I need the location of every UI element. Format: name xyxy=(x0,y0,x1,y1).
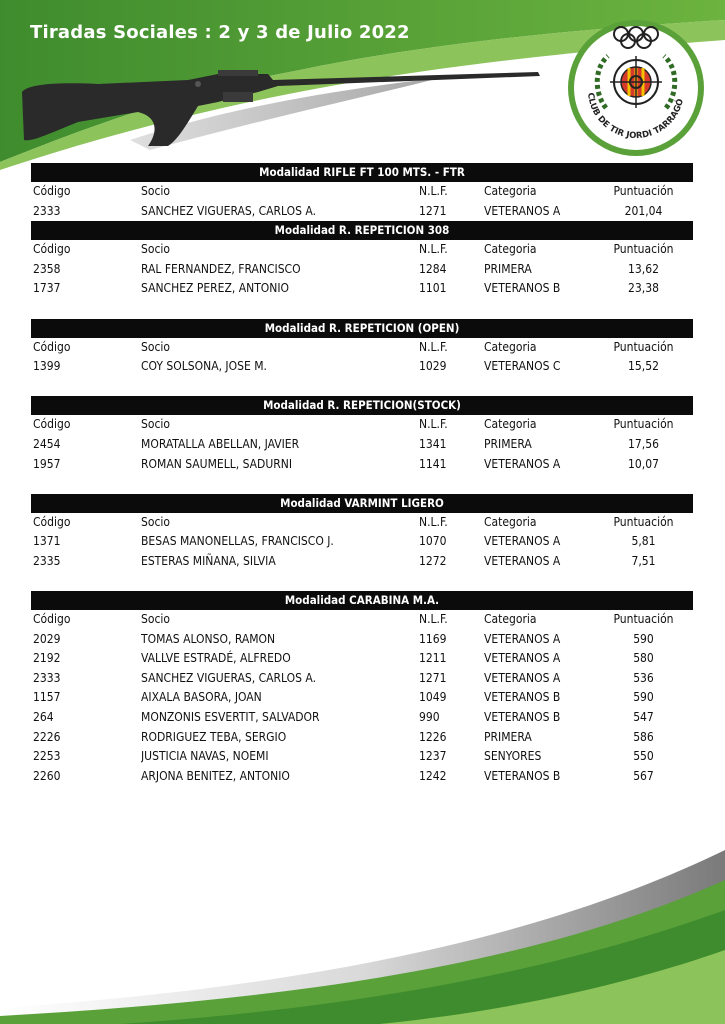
table-row xyxy=(31,552,693,572)
section xyxy=(31,319,693,397)
column-header-socio: Socio xyxy=(141,339,170,354)
section xyxy=(31,591,693,786)
cell-codigo: 264 xyxy=(33,710,54,725)
section xyxy=(31,396,693,493)
cell-codigo: 2335 xyxy=(33,553,61,568)
cell-socio: SANCHEZ VIGUERAS, CARLOS A. xyxy=(141,670,316,685)
cell-codigo: 2333 xyxy=(33,670,61,685)
column-header-nlf: N.L.F. xyxy=(419,184,448,198)
table-row xyxy=(31,630,693,650)
column-header-nlf: N.L.F. xyxy=(419,612,448,627)
section-spacer xyxy=(31,474,693,494)
cell-codigo: 2333 xyxy=(33,203,61,218)
cell-puntuacion: 590 xyxy=(633,631,654,646)
cell-socio: SANCHEZ PEREZ, ANTONIO xyxy=(141,281,290,296)
cell-socio: MORATALLA ABELLAN, JAVIER xyxy=(141,436,300,451)
cell-nlf: 1237 xyxy=(419,749,447,764)
column-header-nlf: N.L.F. xyxy=(419,339,448,354)
cell-nlf: 1211 xyxy=(419,651,447,666)
footer-background xyxy=(0,840,725,1024)
cell-categoria: VETERANOS A xyxy=(484,670,561,685)
table-row xyxy=(31,747,693,767)
column-header-row xyxy=(31,240,693,260)
column-header-codigo: Código xyxy=(33,184,71,198)
table-row xyxy=(31,728,693,748)
column-header-nlf: N.L.F. xyxy=(419,242,448,257)
column-header-codigo: Código xyxy=(33,417,71,432)
cell-puntuacion: 17,56 xyxy=(628,436,659,451)
column-header-socio: Socio xyxy=(141,514,170,529)
section-spacer xyxy=(31,299,693,319)
cell-nlf: 1271 xyxy=(419,203,447,218)
cell-categoria: VETERANOS A xyxy=(484,203,561,218)
cell-socio: AIXALA BASORA, JOAN xyxy=(141,690,262,705)
cell-categoria: PRIMERA xyxy=(484,729,532,744)
column-header-codigo: Código xyxy=(33,612,71,627)
column-header-row xyxy=(31,415,693,435)
cell-nlf: 1341 xyxy=(419,436,447,451)
cell-puntuacion: 586 xyxy=(633,729,654,744)
column-header-socio: Socio xyxy=(141,184,170,198)
cell-socio: TOMAS ALONSO, RAMON xyxy=(141,631,276,646)
column-header-categoria: Categoria xyxy=(484,514,537,529)
column-header-puntuacion: Puntuación xyxy=(613,242,674,257)
cell-nlf: 1242 xyxy=(419,768,447,783)
cell-codigo: 2358 xyxy=(33,261,61,276)
cell-puntuacion: 7,51 xyxy=(631,553,656,568)
cell-codigo: 1399 xyxy=(33,359,61,374)
column-header-row xyxy=(31,338,693,358)
cell-puntuacion: 5,81 xyxy=(631,534,656,549)
cell-puntuacion: 10,07 xyxy=(628,456,659,471)
cell-socio: VALLVE ESTRADÉ, ALFREDO xyxy=(141,651,291,666)
column-header-categoria: Categoria xyxy=(484,184,537,198)
cell-categoria: VETERANOS A xyxy=(484,534,561,549)
table-row xyxy=(31,357,693,377)
column-header-puntuacion: Puntuación xyxy=(613,339,674,354)
cell-puntuacion: 201,04 xyxy=(624,203,663,218)
table-row xyxy=(31,688,693,708)
section-spacer xyxy=(31,377,693,397)
cell-codigo: 2454 xyxy=(33,436,61,451)
table-row xyxy=(31,669,693,689)
cell-socio: COY SOLSONA, JOSE M. xyxy=(141,359,267,374)
column-header-socio: Socio xyxy=(141,242,170,257)
table-row xyxy=(31,260,693,280)
cell-nlf: 1141 xyxy=(419,456,447,471)
cell-nlf: 1272 xyxy=(419,553,447,568)
column-header-puntuacion: Puntuación xyxy=(613,612,674,627)
column-header-categoria: Categoria xyxy=(484,612,537,627)
cell-puntuacion: 547 xyxy=(633,710,654,725)
section-title: Modalidad RIFLE FT 100 MTS. - FTR xyxy=(31,163,693,182)
table-row xyxy=(31,532,693,552)
rifle-image xyxy=(18,62,543,152)
cell-categoria: PRIMERA xyxy=(484,436,532,451)
cell-codigo: 2253 xyxy=(33,749,61,764)
section xyxy=(31,221,693,318)
cell-socio: RODRIGUEZ TEBA, SERGIO xyxy=(141,729,287,744)
section-title: Modalidad R. REPETICION(STOCK) xyxy=(31,396,693,415)
cell-codigo: 1371 xyxy=(33,534,61,549)
cell-codigo: 1957 xyxy=(33,456,61,471)
column-header-codigo: Código xyxy=(33,514,71,529)
column-header-categoria: Categoria xyxy=(484,417,537,432)
column-header-codigo: Código xyxy=(33,339,71,354)
cell-codigo: 2192 xyxy=(33,651,61,666)
column-header-nlf: N.L.F. xyxy=(419,514,448,529)
logo-text: CLUB DE TIR JORDI TARRAGÓ xyxy=(585,92,687,142)
cell-socio: SANCHEZ VIGUERAS, CARLOS A. xyxy=(141,203,316,218)
column-header-row xyxy=(31,513,693,533)
page-title: Tiradas Sociales : 2 y 3 de Julio 2022 xyxy=(30,22,410,43)
cell-puntuacion: 13,62 xyxy=(628,261,659,276)
cell-puntuacion: 15,52 xyxy=(628,359,659,374)
cell-nlf: 1049 xyxy=(419,690,447,705)
cell-nlf: 1169 xyxy=(419,631,447,646)
cell-nlf: 1029 xyxy=(419,359,447,374)
section xyxy=(31,494,693,591)
column-header-puntuacion: Puntuación xyxy=(613,417,674,432)
column-header-categoria: Categoria xyxy=(484,339,537,354)
cell-categoria: VETERANOS A xyxy=(484,651,561,666)
cell-puntuacion: 23,38 xyxy=(628,281,659,296)
cell-categoria: VETERANOS B xyxy=(484,710,561,725)
cell-codigo: 2260 xyxy=(33,768,61,783)
cell-codigo: 1157 xyxy=(33,690,61,705)
column-header-categoria: Categoria xyxy=(484,242,537,257)
cell-puntuacion: 567 xyxy=(633,768,654,783)
cell-codigo: 2029 xyxy=(33,631,61,646)
cell-categoria: VETERANOS B xyxy=(484,768,561,783)
cell-puntuacion: 590 xyxy=(633,690,654,705)
column-header-puntuacion: Puntuación xyxy=(613,184,674,198)
section-title: Modalidad CARABINA M.A. xyxy=(31,591,693,610)
section xyxy=(31,163,693,221)
cell-nlf: 1070 xyxy=(419,534,447,549)
club-logo xyxy=(566,18,706,158)
cell-socio: ROMAN SAUMELL, SADURNI xyxy=(141,456,293,471)
cell-puntuacion: 580 xyxy=(633,651,654,666)
column-header-row xyxy=(31,182,693,202)
column-header-codigo: Código xyxy=(33,242,71,257)
cell-categoria: VETERANOS A xyxy=(484,553,561,568)
cell-socio: ARJONA BENITEZ, ANTONIO xyxy=(141,768,290,783)
table-row xyxy=(31,455,693,475)
section-spacer xyxy=(31,572,693,592)
cell-categoria: VETERANOS A xyxy=(484,456,561,471)
column-header-socio: Socio xyxy=(141,417,170,432)
section-title: Modalidad R. REPETICION (OPEN) xyxy=(31,319,693,338)
table-row xyxy=(31,767,693,787)
section-title: Modalidad R. REPETICION 308 xyxy=(31,221,693,240)
cell-nlf: 990 xyxy=(419,710,440,725)
cell-socio: BESAS MANONELLAS, FRANCISCO J. xyxy=(141,534,334,549)
cell-codigo: 1737 xyxy=(33,281,61,296)
cell-nlf: 1101 xyxy=(419,281,447,296)
table-row xyxy=(31,649,693,669)
cell-puntuacion: 550 xyxy=(633,749,654,764)
column-header-puntuacion: Puntuación xyxy=(613,514,674,529)
table-row xyxy=(31,435,693,455)
section-title: Modalidad VARMINT LIGERO xyxy=(31,494,693,513)
cell-categoria: VETERANOS A xyxy=(484,631,561,646)
cell-nlf: 1284 xyxy=(419,261,447,276)
cell-socio: MONZONIS ESVERTIT, SALVADOR xyxy=(141,710,320,725)
cell-socio: ESTERAS MIÑANA, SILVIA xyxy=(141,553,276,568)
column-header-row xyxy=(31,610,693,630)
cell-categoria: VETERANOS C xyxy=(484,359,561,374)
cell-categoria: VETERANOS B xyxy=(484,281,561,296)
cell-categoria: VETERANOS B xyxy=(484,690,561,705)
results-table xyxy=(31,163,693,786)
cell-socio: JUSTICIA NAVAS, NOEMI xyxy=(141,749,269,764)
table-row xyxy=(31,202,693,222)
table-row xyxy=(31,279,693,299)
cell-codigo: 2226 xyxy=(33,729,61,744)
cell-puntuacion: 536 xyxy=(633,670,654,685)
cell-categoria: PRIMERA xyxy=(484,261,532,276)
cell-socio: RAL FERNANDEZ, FRANCISCO xyxy=(141,261,301,276)
cell-nlf: 1226 xyxy=(419,729,447,744)
table-row xyxy=(31,708,693,728)
column-header-nlf: N.L.F. xyxy=(419,417,448,432)
cell-nlf: 1271 xyxy=(419,670,447,685)
cell-categoria: SENYORES xyxy=(484,749,542,764)
column-header-socio: Socio xyxy=(141,612,170,627)
